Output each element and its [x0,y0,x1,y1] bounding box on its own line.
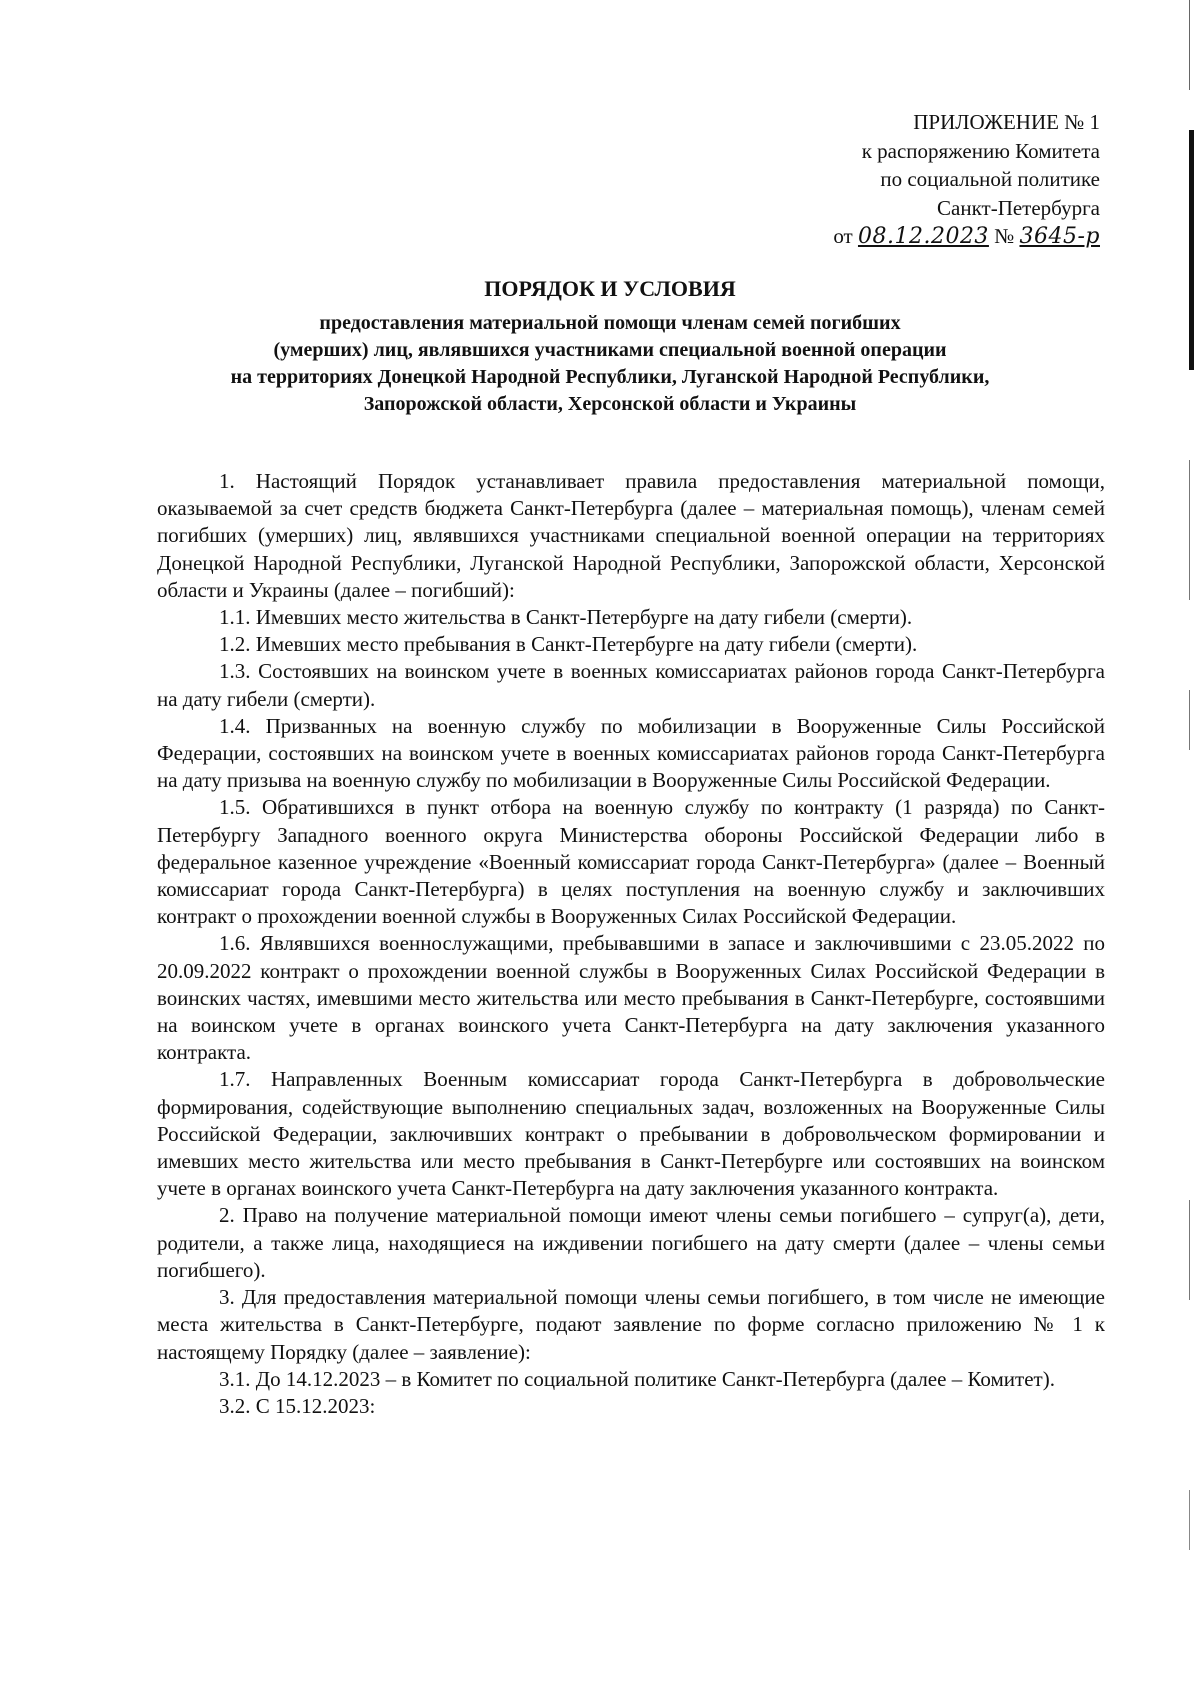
paragraph-2: 2. Право на получение материальной помощи имеют члены семьи погибшего – супруг(а), дети, родители, а также лица, находящиеся на иждивении погибшего на дату смерти (далее – члены семьи погибшего). [157,1203,1105,1282]
paragraph-1-5: 1.5. Обратившихся в пункт отбора на военную службу по контракту (1 разряда) по Санкт-Петербургу Западного военного округа Министерства обороны Российской Федерации либо в федеральное казенное учреждение «Военный комиссариат города Санкт-Петербурга» (далее – Военный комиссариат города Санкт-Петербурга) в целях поступления на военную службу и заключивших контракт о прохождении военной службы в Вооруженных Силах Российской Федерации. [157,795,1105,929]
document-title: ПОРЯДОК И УСЛОВИЯ [484,276,736,301]
paragraph-3: 3. Для предоставления материальной помощи члены семьи погибшего, в том числе не имеющие места жительства в Санкт-Петербурге, подают заявление по форме согласно приложению № 1 к настоящему Порядку (далее – заявление): [157,1285,1105,1364]
paragraph-1-3: 1.3. Состоявших на воинском учете в военных комиссариатах районов города Санкт-Петербурга на дату гибели (смерти). [157,659,1105,711]
number-label: № [994,224,1015,248]
paragraph-1-1: 1.1. Имевших место жительства в Санкт-Петербурге на дату гибели (смерти). [219,605,913,630]
appendix-header [680,108,1100,252]
scan-edge-mark [1189,1200,1190,1300]
paragraph-1-7: 1.7. Направленных Военным комиссариат города Санкт-Петербурга в добровольческие формирования, содействующие выполнению специальных задач, возложенных на Вооруженные Силы Российской Федерации, заключивших контракт о пребывании в добровольческом формировании и имевших место жительства или место пребывания в Санкт-Петербурге или состоявших на воинском учете в органах воинского учета Санкт-Петербурга на дату заключения указанного контракта. [157,1067,1105,1201]
subtitle-line: (умерших) лиц, являвшихся участниками специальной военной операции [273,339,947,361]
document-subtitle [110,310,1110,418]
scan-edge-mark [1189,0,1190,90]
document-body [157,468,1105,1420]
appendix-number: ПРИЛОЖЕНИЕ № 1 [913,110,1100,134]
appendix-date-number-line [680,222,1100,252]
appendix-line-city: Санкт-Петербурга [937,195,1100,220]
paragraph-1-2: 1.2. Имевших место пребывания в Санкт-Петербурге на дату гибели (смерти). [219,632,918,657]
subtitle-line: на территориях Донецкой Народной Республики, Луганской Народной Республики, [230,366,990,388]
appendix-line-committee: по социальной политике [880,167,1100,191]
paragraph-1-4: 1.4. Призванных на военную службу по мобилизации в Вооруженные Силы Российской Федерации, состоявших на воинском учете в военных комиссариатах районов города Санкт-Петербурга на дату призыва на военную службу по мобилизации в Вооруженные Силы Российской Федерации. [157,713,1105,793]
from-label: от [833,224,853,248]
appendix-line-order: к распоряжению Комитета [861,138,1100,163]
paragraph-3-2: 3.2. С 15.12.2023: [219,1393,376,1418]
handwritten-number: 3645-р [1019,224,1100,249]
scan-edge-mark [1189,130,1194,370]
paragraph-3-1: 3.1. До 14.12.2023 – в Комитет по социальной политике Санкт-Петербурга (далее – Комитет). [219,1366,1055,1391]
scan-edge-mark [1189,460,1190,600]
scan-edge-mark [1189,1490,1190,1550]
paragraph-1: 1. Настоящий Порядок устанавливает правила предоставления материальной помощи, оказываемой за счет средств бюджета Санкт-Петербурга (далее – материальная помощь), членам семей погибших (умерших) лиц, являвшихся участниками специальной военной операции на территориях Донецкой Народной Республики, Луганской Народной Республики, Запорожской области, Херсонской области и Украины (далее – погибший): [157,469,1105,602]
subtitle-line: предоставления материальной помощи членам семей погибших [319,312,901,334]
handwritten-date: 08.12.2023 [857,224,989,249]
scan-edge-mark [1189,690,1190,750]
document-title-block [110,274,1110,418]
subtitle-line: Запорожской области, Херсонской области и Украины [363,393,857,415]
paragraph-1-6: 1.6. Являвшихся военнослужащими, пребывавшими в запасе и заключившими с 23.05.2022 по 20.09.2022 контракт о прохождении военной службы в Вооруженных Силах Российской Федерации в воинских частях, имевшими место жительства или место пребывания в Санкт-Петербурге, состоявшими на воинском учете в органах воинского учета Санкт-Петербурга на дату заключения указанного контракта. [157,931,1105,1065]
